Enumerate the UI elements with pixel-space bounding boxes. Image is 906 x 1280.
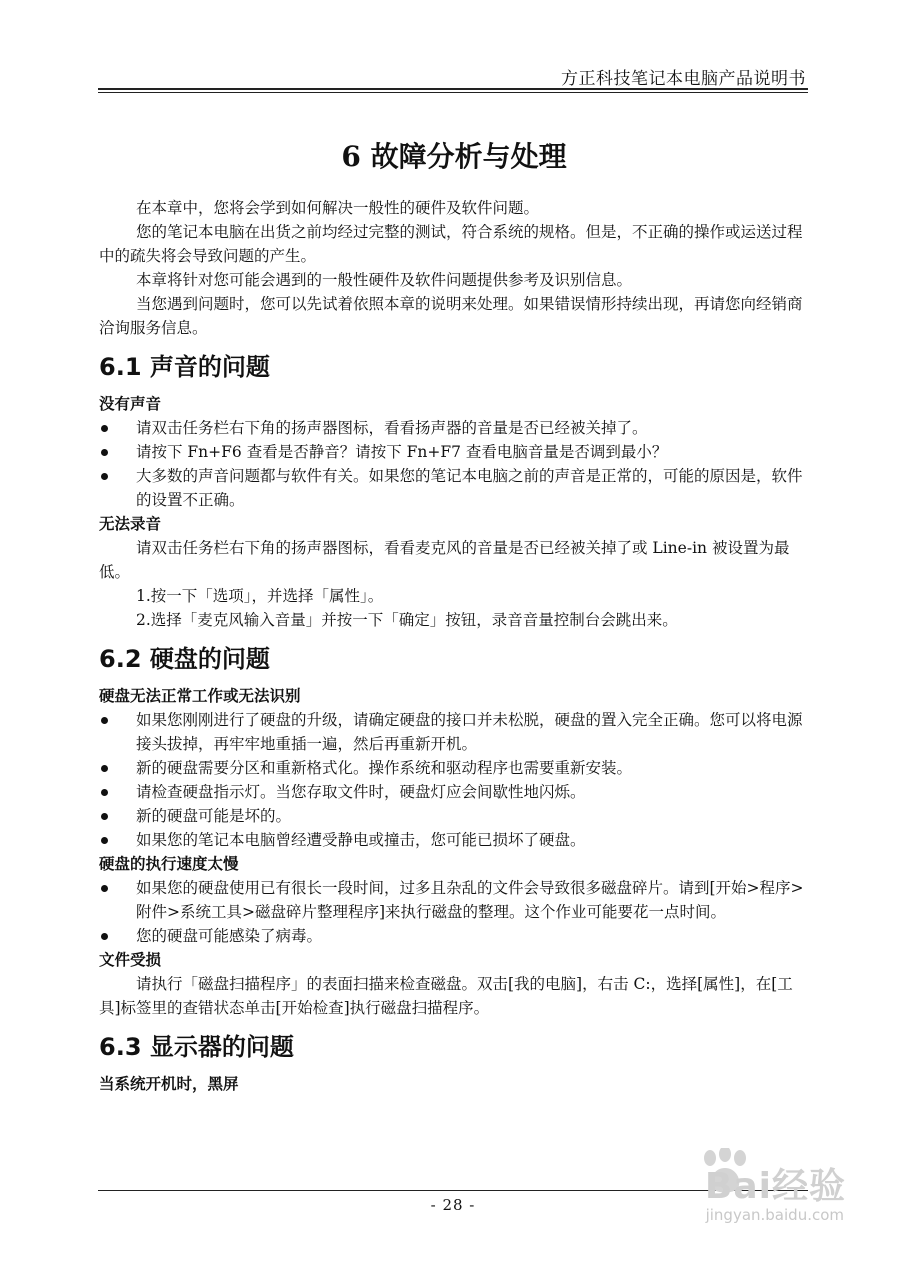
bullet-icon xyxy=(101,449,108,456)
bullet-list-no-sound xyxy=(99,416,809,512)
list-item: 如果您刚刚进行了硬盘的升级，请确定硬盘的接口并未松脱，硬盘的置入完全正确。您可以将电源接头拔掉，再牢牢地重插一遍，然后再重新开机。 xyxy=(99,708,809,756)
list-item: 如果您的硬盘使用已有很长一段时间，过多且杂乱的文件会导致很多磁盘碎片。请到[开始>程序>附件>系统工具>磁盘碎片整理程序]来执行磁盘的整理。这个作业可能要花一点时间。 xyxy=(99,876,809,924)
list-item: 大多数的声音问题都与软件有关。如果您的笔记本电脑之前的声音是正常的，可能的原因是，软件的设置不正确。 xyxy=(99,464,809,512)
bullet-list-disk-not-working xyxy=(99,708,809,852)
bullet-icon xyxy=(101,813,108,820)
intro-paragraph: 本章将针对您可能会遇到的一般性硬件及软件问题提供参考及识别信息。 xyxy=(136,271,633,289)
chapter-title: 6 故障分析与处理 xyxy=(341,140,567,173)
step-item: 2.选择「麦克风输入音量」并按一下「确定」按钮，录音音量控制台会跳出来。 xyxy=(136,611,678,629)
subsection-no-sound: 没有声音 xyxy=(99,395,162,413)
bullet-icon xyxy=(101,717,108,724)
intro-paragraph: 在本章中，您将会学到如何解决一般性的硬件及软件问题。 xyxy=(136,199,540,217)
record-paragraph: 请双击任务栏右下角的扬声器图标，看看麦克风的音量是否已经被关掉了或 Line-in 被设置为最低。 xyxy=(99,539,790,581)
subsection-cannot-record: 无法录音 xyxy=(99,515,162,533)
list-item: 新的硬盘需要分区和重新格式化。操作系统和驱动程序也需要重新安装。 xyxy=(99,756,809,780)
list-item: 您的硬盘可能感染了病毒。 xyxy=(99,924,809,948)
bullet-icon xyxy=(101,789,108,796)
watermark xyxy=(646,1150,846,1230)
file-damaged-paragraph: 请执行「磁盘扫描程序」的表面扫描来检查磁盘。双击[我的电脑]，右击 C:，选择[属性]，在[工具]标签里的查错状态单击[开始检查]执行磁盘扫描程序。 xyxy=(99,975,793,1017)
header-rule-thin xyxy=(98,92,808,93)
subsection-black-screen: 当系统开机时，黑屏 xyxy=(99,1075,239,1093)
bullet-icon xyxy=(101,473,108,480)
watermark-logo: Bai经验 xyxy=(704,1166,846,1207)
list-item: 请按下 Fn+F6 查看是否静音？请按下 Fn+F7 查看电脑音量是否调到最小？ xyxy=(99,440,809,464)
bullet-icon xyxy=(101,933,108,940)
header-title: 方正科技笔记本电脑产品说明书 xyxy=(561,69,806,89)
intro-paragraph: 您的笔记本电脑在出货之前均经过完整的测试，符合系统的规格。但是，不正确的操作或运送过程中的疏失将会导致问题的产生。 xyxy=(99,223,803,265)
section-title-6-2: 6.2 硬盘的问题 xyxy=(99,645,270,673)
section-title-6-3: 6.3 显示器的问题 xyxy=(99,1033,294,1061)
step-item: 1.按一下「选项」，并选择「属性」。 xyxy=(136,587,384,605)
header-rule xyxy=(98,88,808,90)
bullet-list-disk-slow xyxy=(99,876,809,948)
list-item: 新的硬盘可能是坏的。 xyxy=(99,804,809,828)
intro-paragraph: 当您遇到问题时，您可以先试着依照本章的说明来处理。如果错误情形持续出现，再请您向经销商洽询服务信息。 xyxy=(99,295,803,337)
bullet-icon xyxy=(101,885,108,892)
subsection-disk-slow: 硬盘的执行速度太慢 xyxy=(99,855,239,873)
list-item: 请检查硬盘指示灯。当您存取文件时，硬盘灯应会间歇性地闪烁。 xyxy=(99,780,809,804)
subsection-file-damaged: 文件受损 xyxy=(99,951,162,969)
page-number: - 28 - xyxy=(430,1196,476,1214)
watermark-url: jingyan.baidu.com xyxy=(705,1206,844,1224)
bullet-icon xyxy=(101,425,108,432)
subsection-disk-not-working: 硬盘无法正常工作或无法识别 xyxy=(99,687,301,705)
main-content xyxy=(99,138,809,1096)
list-item: 请双击任务栏右下角的扬声器图标，看看扬声器的音量是否已经被关掉了。 xyxy=(99,416,809,440)
list-item: 如果您的笔记本电脑曾经遭受静电或撞击，您可能已损坏了硬盘。 xyxy=(99,828,809,852)
section-title-6-1: 6.1 声音的问题 xyxy=(99,353,270,381)
bullet-icon xyxy=(101,765,108,772)
bullet-icon xyxy=(101,837,108,844)
